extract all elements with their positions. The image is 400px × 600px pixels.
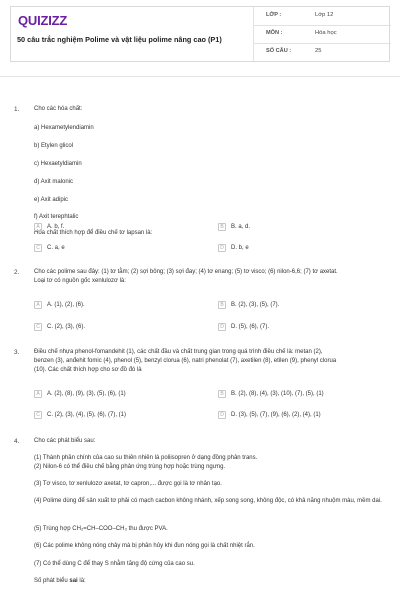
option-text: C. a, e: [47, 244, 65, 251]
statement-item: (6) Các polime không nóng chảy mà bị phân hủy khi đun nóng gọi là chất nhiệt rắn.: [34, 543, 255, 549]
answer-option-b[interactable]: [218, 220, 250, 233]
answer-option-a[interactable]: [34, 220, 64, 233]
question-text-emphasis: sai: [69, 578, 78, 584]
list-item: f) Axit terephtalic: [34, 214, 79, 220]
statement-item: (7) Có thể dùng C để thay S nhằm tăng độ cứng của cao su.: [34, 561, 195, 567]
question-prompt-line: Cho các polime sau đây: (1) tơ tằm; (2) sợi bông; (3) sợi đay; (4) tơ enang; (5) tơ visco; (6) nilon-6,6; (7) tơ axetat.: [34, 269, 338, 275]
header-divider: [0, 76, 400, 77]
option-letter-box: D: [218, 323, 226, 331]
list-item: e) Axit adipic: [34, 197, 69, 203]
statement-item: (3) Tơ visco, tơ xenlulozơ axetat, tơ capron,... được gọi là tơ nhân tạo.: [34, 481, 222, 487]
question-number: 2.: [14, 269, 20, 276]
question-text-pre: Số phát biểu: [34, 578, 70, 584]
option-text: C. (2), (3), (4), (5), (6), (7), (1): [47, 411, 127, 418]
meta-label: SỐ CÂU :: [266, 48, 292, 54]
list-item: c) Hexaetyldiamin: [34, 161, 82, 167]
option-text: B. (2), (8), (4), (3), (10), (7), (5), (1): [231, 390, 324, 397]
list-item: d) Axit malonic: [34, 179, 74, 185]
answer-option-c[interactable]: [34, 408, 126, 421]
question-number: 3.: [14, 349, 20, 356]
statement-item: (1) Thành phần chính của cao su thiên nhiên là poliisopren ở dạng đồng phân trans.: [34, 455, 258, 461]
meta-row-grade: [254, 7, 391, 26]
option-letter-box: B: [218, 301, 226, 309]
question-prompt: Cho các phát biểu sau:: [34, 438, 96, 444]
answer-option-b[interactable]: [218, 298, 279, 311]
option-letter-box: C: [34, 244, 42, 252]
option-text: A. (1), (2), (6).: [47, 301, 85, 308]
option-letter-box: D: [218, 244, 226, 252]
statement-item: (4) Polime dùng để sản xuất tơ phải có mạch cacbon không nhánh, xếp song song, không độc, có khả năng nhuộm màu, mềm dai.: [34, 498, 382, 504]
question-text-post: là:: [77, 578, 86, 584]
option-text: D. b, e: [231, 244, 249, 251]
meta-value: Lớp 12: [315, 12, 334, 18]
option-letter-box: A: [34, 223, 42, 231]
answer-option-d[interactable]: [218, 408, 321, 421]
list-item: a) Hexametylendiamin: [34, 125, 94, 131]
answer-option-d[interactable]: [218, 320, 269, 333]
question-prompt-line: benzen (3), anđehit fomic (4), phenol (5), benzyl clorua (6), natri phenolat (7), axetilen (8), etilen (9), phenyl clorua: [34, 358, 337, 364]
meta-row-count: [254, 43, 391, 61]
meta-row-subject: [254, 25, 391, 44]
worksheet-header: [10, 6, 390, 62]
option-letter-box: D: [218, 411, 226, 419]
meta-label: MÔN :: [266, 30, 283, 36]
question-number: 4.: [14, 438, 20, 445]
question-text: [34, 578, 86, 584]
option-text: C. (2), (3), (6).: [47, 323, 86, 330]
option-text: A. b, f.: [47, 223, 65, 230]
option-text: B. (2), (3), (5), (7).: [231, 301, 280, 308]
question-number: 1.: [14, 106, 20, 113]
option-text: D. (3), (5), (7), (9), (6), (2), (4), (1): [231, 411, 321, 418]
statement-item: (2) Nilon-6 có thể điều chế bằng phản ứng trùng hợp hoặc trùng ngưng.: [34, 464, 226, 470]
option-text: B. a, d.: [231, 223, 251, 230]
meta-value: Hóa học: [315, 30, 337, 36]
answer-option-b[interactable]: [218, 387, 324, 400]
option-letter-box: C: [34, 323, 42, 331]
question-prompt-line: Điều chế nhựa phenol-fomandehit (1), các chất đầu và chất trung gian trong quá trình điều chế là: metan (2),: [34, 349, 323, 355]
option-letter-box: B: [218, 390, 226, 398]
question-prompt-line: (10). Các chất thích hợp cho sơ đồ đó là: [34, 367, 142, 373]
question-text: Hóa chất thích hợp để điều chế tơ lapsan là:: [34, 230, 153, 236]
worksheet-title: 50 câu trắc nghiệm Polime và vật liệu polime nâng cao (P1): [17, 35, 222, 44]
option-text: D. (5), (6), (7).: [231, 323, 270, 330]
answer-option-a[interactable]: [34, 298, 85, 311]
question-prompt: Cho các hóa chất:: [34, 106, 83, 112]
answer-option-a[interactable]: [34, 387, 126, 400]
option-letter-box: C: [34, 411, 42, 419]
worksheet-meta: [253, 7, 391, 61]
answer-option-d[interactable]: [218, 241, 249, 254]
meta-value: 25: [315, 48, 322, 54]
answer-option-c[interactable]: [34, 320, 85, 333]
answer-option-c[interactable]: [34, 241, 65, 254]
meta-label: LỚP :: [266, 12, 282, 18]
option-text: A. (2), (8), (9), (3), (5), (6), (1): [47, 390, 126, 397]
question-prompt-line: Loại tơ có nguồn gốc xenlulozơ là:: [34, 278, 126, 284]
option-letter-box: B: [218, 223, 226, 231]
option-letter-box: A: [34, 390, 42, 398]
statement-item: (5) Trùng hợp CH₂=CH–COO–CH₃ thu được PVA.: [34, 526, 168, 532]
option-letter-box: A: [34, 301, 42, 309]
quizizz-logo: QUIZIZZ: [18, 13, 68, 28]
list-item: b) Etylen glicol: [34, 143, 74, 149]
